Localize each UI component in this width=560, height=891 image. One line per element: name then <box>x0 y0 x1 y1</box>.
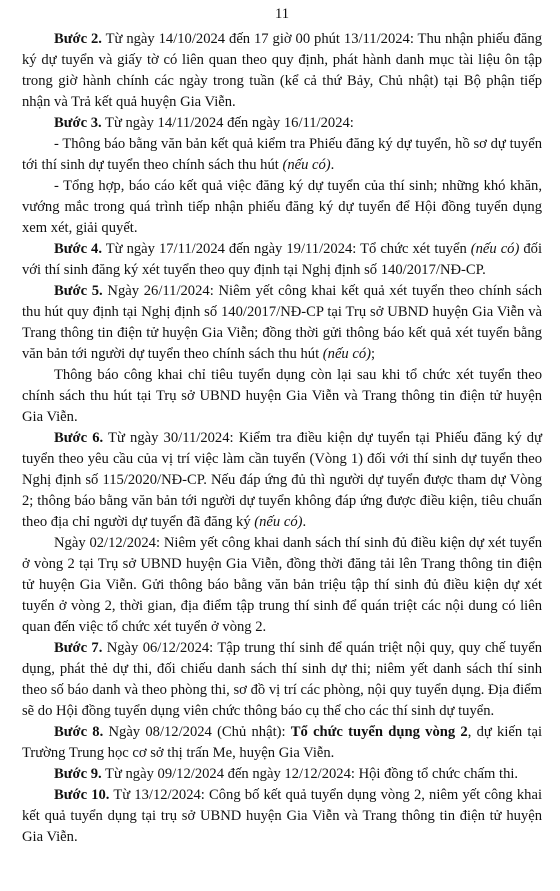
text-run: Từ ngày 09/12/2024 đến ngày 12/12/2024: Hội đồng tổ chức chấm thi. <box>101 766 519 782</box>
text-run: . <box>330 157 335 173</box>
paragraph <box>22 29 542 113</box>
text-run: Ngày 26/11/2024: Niêm yết công khai kết quả xét tuyển theo chính sách thu hút quy định tại Nghị định số 140/2017/NĐ-CP tại Trụ sở UBND huyện Gia Viễn và Trang thông tin điện tử huyện Gia Viễn; đồng thời gửi thông báo kết quả xét tuyển bằng văn bản tới người dự tuyển theo chính sách thu hút <box>22 283 542 362</box>
bold-text: Bước 7. <box>54 640 103 656</box>
italic-text: (nếu có) <box>282 157 331 173</box>
text-run: Từ 13/12/2024: Công bố kết quả tuyển dụng vòng 2, niêm yết công khai kết quả tuyển dụng tại trụ sở UBND huyện Gia Viễn và Trang thông tin điện tử huyện Gia Viễn. <box>22 787 542 845</box>
paragraph <box>22 365 542 428</box>
text-run: Từ ngày 14/11/2024 đến ngày 16/11/2024: <box>101 115 354 131</box>
text-run: Từ ngày 17/11/2024 đến ngày 19/11/2024: Tổ chức xét tuyển <box>102 241 471 257</box>
text-run: đối với thí sinh đăng ký xét tuyển theo quy định tại Nghị định số 140/2017/NĐ-CP. <box>22 241 542 278</box>
italic-text: (nếu có) <box>470 241 520 257</box>
text-run: ; <box>371 346 376 362</box>
paragraph <box>22 764 542 785</box>
bold-text: Bước 9. <box>54 766 102 782</box>
paragraph <box>22 113 542 134</box>
bold-text: Tổ chức tuyển dụng vòng 2 <box>290 724 468 740</box>
page-number: 11 <box>274 6 290 22</box>
paragraph <box>22 722 542 764</box>
paragraph <box>22 134 542 176</box>
text-run: Từ ngày 14/10/2024 đến 17 giờ 00 phút 13/11/2024: Thu nhận phiếu đăng ký dự tuyển và giấy tờ có liên quan theo quy định, phát hành danh mục tài liệu ôn tập trong giờ hành chính các ngày trong tuần (kể cả thứ Bảy, Chủ nhật) tại Bộ phận tiếp nhận và Trả kết quả huyện Gia Viễn. <box>22 31 542 110</box>
bold-text: Bước 3. <box>54 115 102 131</box>
paragraph <box>22 239 542 281</box>
italic-text: (nếu có) <box>322 346 372 362</box>
paragraph <box>22 638 542 722</box>
text-run: Ngày 08/12/2024 (Chủ nhật): <box>103 724 291 740</box>
text-run: - Tổng hợp, báo cáo kết quả việc đăng ký dự tuyển của thí sinh; những khó khăn, vướng mắc trong quá trình tiếp nhận phiếu đăng ký dự tuyển để Hội đồng tuyển dụng xem xét, giải quyết. <box>22 178 542 236</box>
bold-text: Bước 5. <box>54 283 103 299</box>
paragraph <box>22 785 542 848</box>
paragraph <box>22 428 542 533</box>
bold-text: Bước 6. <box>54 430 104 446</box>
bold-text: Bước 8. <box>54 724 104 740</box>
document-body <box>22 29 542 848</box>
text-run: - Thông báo bằng văn bản kết quả kiểm tra Phiếu đăng ký dự tuyển, hồ sơ dự tuyển tới thí sinh dự tuyển theo chính sách thu hút <box>22 136 542 173</box>
bold-text: Bước 4. <box>54 241 103 257</box>
text-run: Từ ngày 30/11/2024: Kiểm tra điều kiện dự tuyển tại Phiếu đăng ký dự tuyển theo yêu cầu của vị trí việc làm cần tuyển (Vòng 1) đối với thí sinh dự tuyển theo Nghị định số 115/2020/NĐ-CP. Nếu đáp ứng đủ thì người dự tuyển được tham dự Vòng 2; thông báo bằng văn bản tới người dự tuyển không đáp ứng được điều kiện, tiêu chuẩn theo địa chỉ người dự tuyển đã đăng ký <box>22 430 542 530</box>
paragraph <box>22 533 542 638</box>
bold-text: Bước 2. <box>54 31 102 47</box>
bold-text: Bước 10. <box>54 787 110 803</box>
text-run: . <box>302 514 307 530</box>
paragraph <box>22 176 542 239</box>
italic-text: (nếu có) <box>254 514 303 530</box>
text-run: Ngày 02/12/2024: Niêm yết công khai danh sách thí sinh đủ điều kiện dự xét tuyển ở vòng 2 tại Trụ sở UBND huyện Gia Viễn, đồng thời đăng tải lên Trang thông tin điện tử huyện Gia Viễn. Gửi thông báo bằng văn bản triệu tập thí sinh đủ điều kiện dự xét tuyển ở vòng 2, thời gian, địa điểm tập trung thí sinh để quán triệt các nội dung có liên quan đến việc tổ chức xét tuyển ở vòng 2. <box>22 535 542 635</box>
text-run: Ngày 06/12/2024: Tập trung thí sinh để quán triệt nội quy, quy chế tuyển dụng, phát thẻ dự thi, đối chiếu danh sách thí sinh dự thi; niêm yết danh sách thí sinh theo số báo danh và theo phòng thi, sơ đồ vị trí các phòng, nội quy tuyển dụng. Địa điểm sẽ do Hội đồng tuyển dụng viên chức thông báo cụ thể cho các thí sinh dự tuyển. <box>22 640 542 719</box>
text-run: Thông báo công khai chỉ tiêu tuyển dụng còn lại sau khi tổ chức xét tuyển theo chính sách thu hút tại Trụ sở UBND huyện Gia Viễn và Trang thông tin điện tử huyện Gia Viễn. <box>22 367 542 425</box>
text-run: , dự kiến tại Trường Trung học cơ sở thị trấn Me, huyện Gia Viễn. <box>22 724 543 761</box>
paragraph <box>22 281 542 365</box>
